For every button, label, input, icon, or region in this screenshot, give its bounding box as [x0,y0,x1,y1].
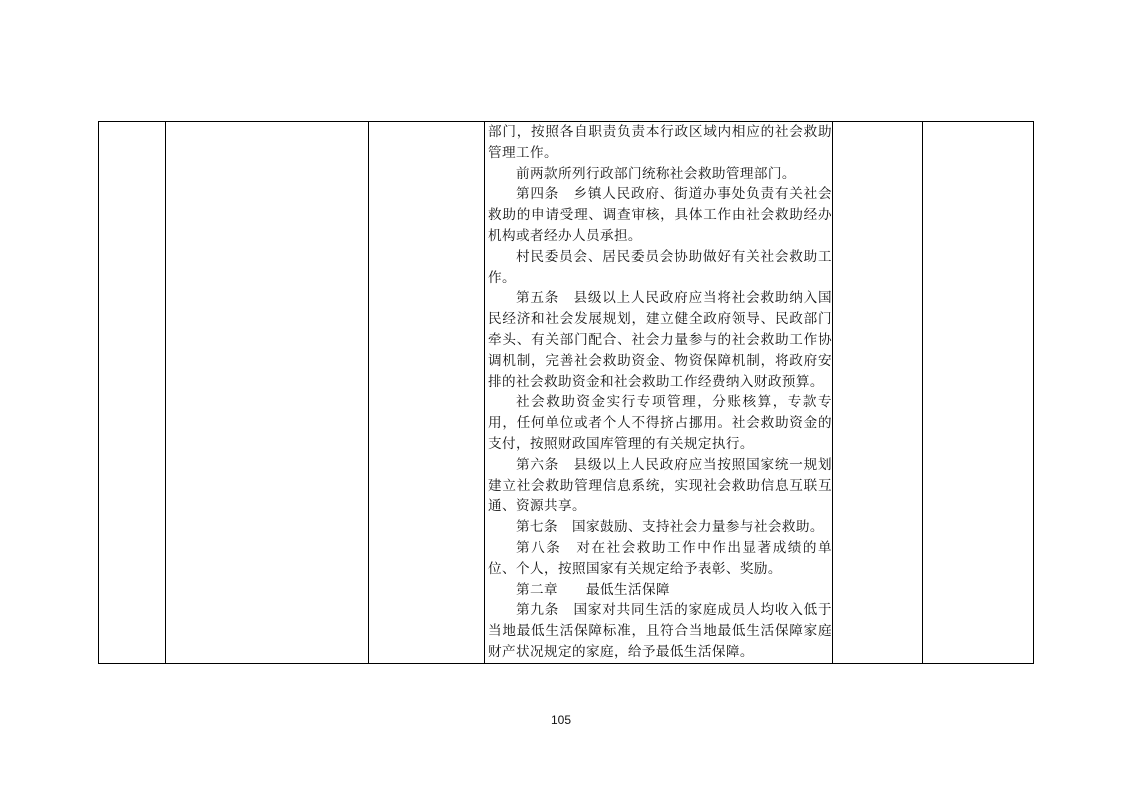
paragraph-9: 第八条 对在社会救助工作中作出显著成绩的单位、个人，按照国家有关规定给予表彰、奖励。 [488,539,832,577]
table-cell-regulation-text [485,122,833,664]
paragraph-4: 村民委员会、居民委员会协助做好有关社会救助工作。 [488,248,832,286]
paragraph-2: 前两款所列行政部门统称社会救助管理部门。 [516,165,796,182]
paragraph-5: 第五条 县级以上人民政府应当将社会救助纳入国民经济和社会发展规划，建立健全政府领导、民政部门牵头、有关部门配合、社会力量参与的社会救助工作协调机制，完善社会救助资金、物资保障机制，将政府安排的社会救助资金和社会救助工作经费纳入财政预算。 [488,290,832,390]
paragraph-8: 第七条 国家鼓励、支持社会力量参与社会救助。 [516,519,824,536]
paragraph-6: 社会救助资金实行专项管理，分账核算，专款专用，任何单位或者个人不得挤占挪用。社会救助资金的支付，按照财政国库管理的有关规定执行。 [488,394,832,452]
table-cell-empty-2 [166,122,369,664]
table-cell-empty-3 [369,122,485,664]
paragraph-11: 第九条 国家对共同生活的家庭成员人均收入低于当地最低生活保障标准，且符合当地最低生活保障家庭财产状况规定的家庭，给予最低生活保障。 [488,602,832,660]
paragraph-7: 第六条 县级以上人民政府应当按照国家统一规划建立社会救助管理信息系统，实现社会救助信息互联互通、资源共享。 [488,456,832,515]
table-cell-empty-6 [923,122,1034,664]
paragraph-3: 第四条 乡镇人民政府、街道办事处负责有关社会救助的申请受理、调查审核，具体工作由社会救助经办机构或者经办人员承担。 [488,186,832,244]
paragraph-1: 部门，按照各自职责负责本行政区域内相应的社会救助管理工作。 [488,124,832,161]
chapter-heading: 第二章 最低生活保障 [516,581,670,598]
regulation-table [98,121,1034,664]
table-cell-empty-5 [833,122,923,664]
table-cell-empty-1 [99,122,166,664]
page-number: 105 [550,713,572,727]
table-row [99,122,1034,664]
